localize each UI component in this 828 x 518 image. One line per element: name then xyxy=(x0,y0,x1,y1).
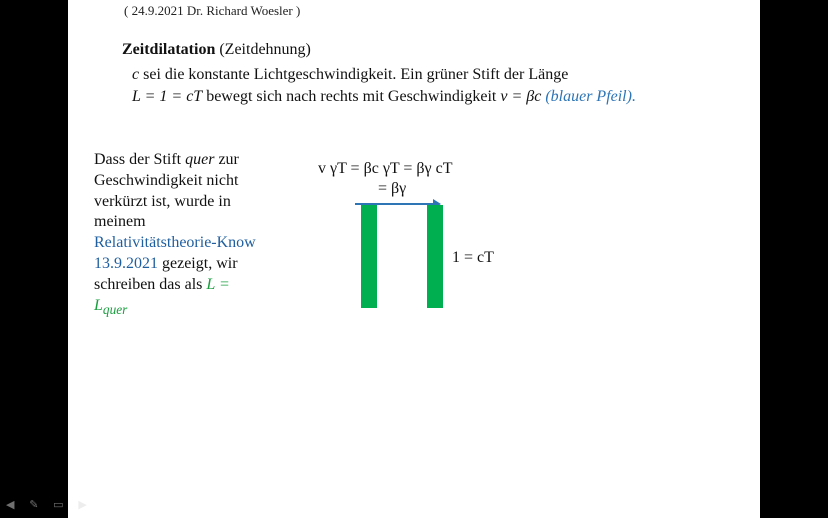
velocity-equation-line-2: = βγ xyxy=(378,180,407,197)
side-note-link[interactable]: Relativitätstheorie-Know 13.9.2021 xyxy=(94,234,256,272)
pen-left-position xyxy=(361,205,377,308)
side-note xyxy=(94,150,264,321)
presentation-controls[interactable]: ◀ ✎ ▭ ▶ xyxy=(6,499,93,511)
intro-line-2 xyxy=(132,88,636,106)
velocity-equation-line-1: v γT = βc γT = βγ cT xyxy=(318,160,453,177)
side-note-part3: gezeigt, wir schreiben das als xyxy=(94,254,238,293)
section-title xyxy=(122,41,311,59)
side-note-quer: quer xyxy=(185,151,215,168)
slide xyxy=(68,0,760,518)
title-rest: (Zeitdehnung) xyxy=(215,41,311,58)
formula-length: L = 1 = cT xyxy=(132,88,203,105)
formula-velocity: v = βc xyxy=(500,88,542,105)
side-note-part2: zur Geschwindigkeit nicht verkürzt ist, wurde in meinem xyxy=(94,151,239,231)
arrow-note: (blauer Pfeil). xyxy=(541,88,636,105)
side-note-part1: Dass der Stift xyxy=(94,151,186,168)
pen-length-label: 1 = cT xyxy=(452,249,494,266)
intro-line-2-text: bewegt sich nach rechts mit Geschwindigkeit xyxy=(202,88,501,105)
formula-L: L = L xyxy=(94,275,230,314)
intro-line-1 xyxy=(132,66,568,84)
symbol-c: c xyxy=(132,66,140,83)
slide-header: ( 24.9.2021 Dr. Richard Woesler ) xyxy=(124,3,301,18)
formula-subscript: quer xyxy=(102,301,128,317)
title-bold: Zeitdilatation xyxy=(122,41,216,58)
intro-line-1-text: sei die konstante Lichtgeschwindigkeit. Ein grüner Stift der Länge xyxy=(139,66,569,83)
pen-right-position xyxy=(427,205,443,308)
